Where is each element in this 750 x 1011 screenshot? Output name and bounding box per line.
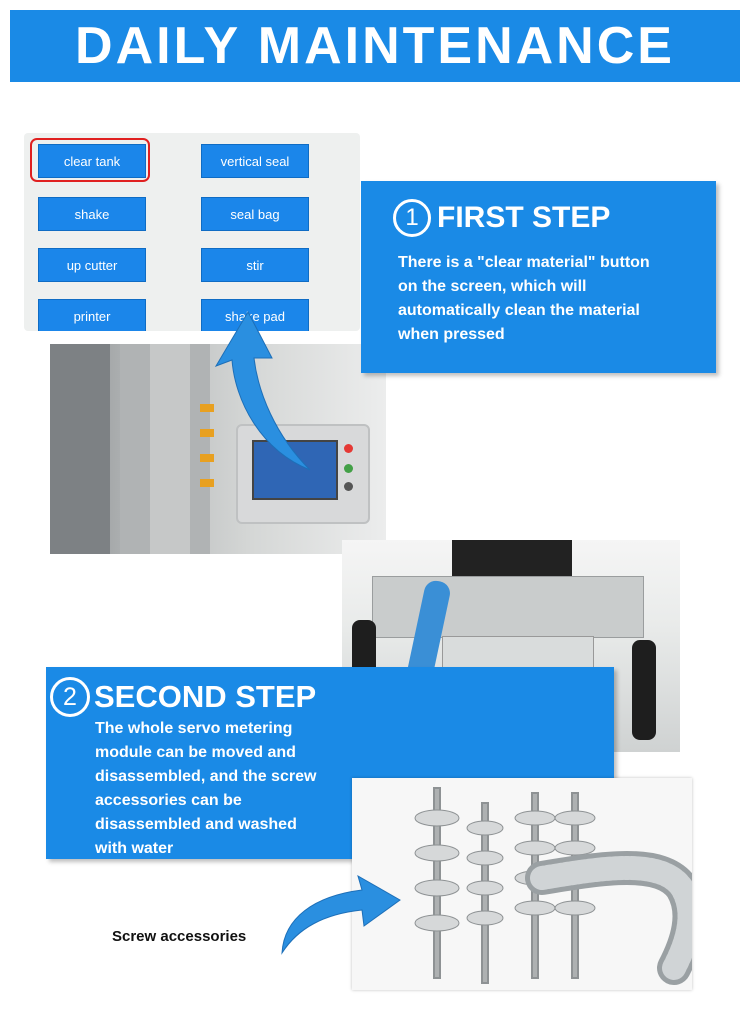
page-title: DAILY MAINTENANCE (75, 17, 675, 75)
hmi-button-shake: shake (38, 197, 146, 231)
hmi-button-up-cutter: up cutter (38, 248, 146, 282)
hmi-button-printer: printer (38, 299, 146, 331)
hmi-button-clear-tank: clear tank (38, 144, 146, 178)
second-step-heading (50, 677, 316, 717)
hmi-button-seal-bag: seal bag (201, 197, 309, 231)
first-step-heading (393, 199, 610, 237)
first-step-text: There is a "clear material" button on the screen, which will automatically clean the material when pressed (398, 254, 650, 343)
hmi-button-stir: stir (201, 248, 309, 282)
first-step-title: FIRST STEP (437, 201, 611, 234)
hmi-button-shake-pad: shake pad (201, 299, 309, 331)
title-banner (10, 10, 740, 82)
second-step-text: The whole servo metering module can be moved and disassembled, and the screw accessories can be disassembled and washed with water (95, 720, 317, 857)
step-number-badge: 1 (393, 199, 431, 237)
curved-arrow-icon (190, 300, 330, 480)
curved-arrow-icon (274, 858, 404, 958)
step-number-badge: 2 (50, 677, 90, 717)
hmi-button-vertical-seal: vertical seal (201, 144, 309, 178)
second-step-title: SECOND STEP (94, 679, 317, 714)
first-step-card (361, 181, 716, 373)
screw-accessories-caption: Screw accessories (112, 928, 247, 945)
